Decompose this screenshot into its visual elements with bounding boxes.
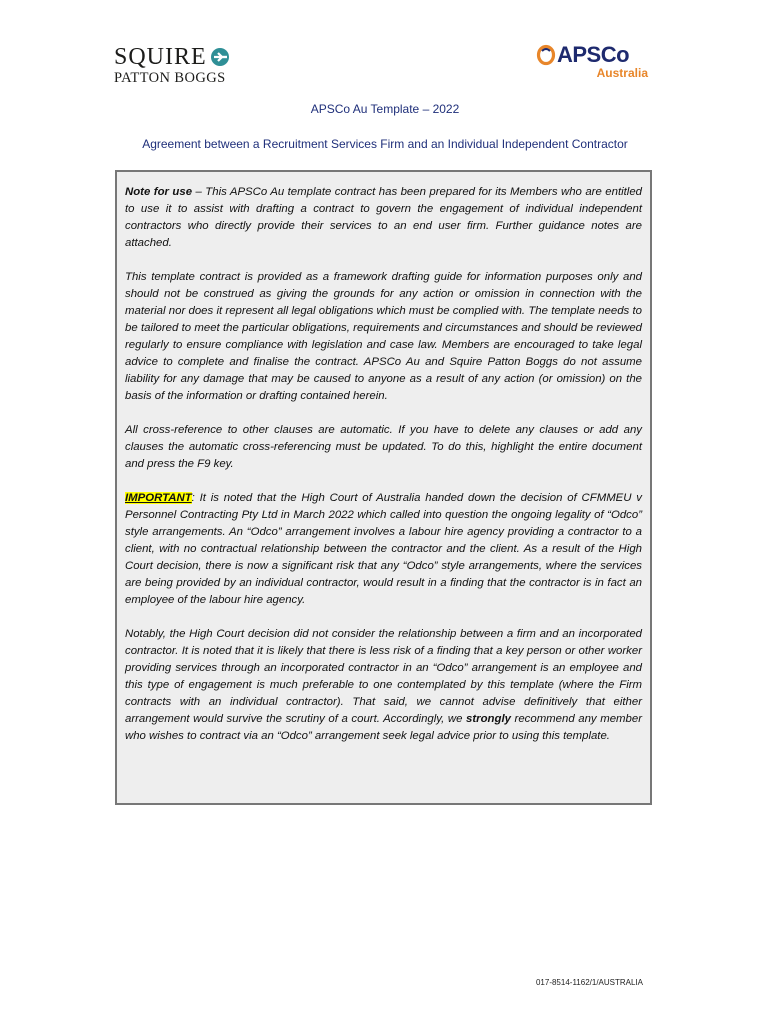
document-subtitle: Agreement between a Recruitment Services Firm and an Individual Independent Contractor xyxy=(142,137,628,151)
note-paragraph-4 xyxy=(125,490,642,609)
note-lead: Note for use xyxy=(125,186,193,198)
important-highlight: IMPORTANT xyxy=(125,492,192,504)
note-paragraph-1 xyxy=(125,184,642,252)
squire-logo-subline: PATTON BOGGS xyxy=(114,70,226,86)
note-for-use-box xyxy=(115,170,652,805)
strongly-emphasis: strongly xyxy=(466,713,511,725)
document-reference-number: 017-8514-1162/1/AUSTRALIA xyxy=(535,978,643,987)
squire-patton-boggs-logo xyxy=(114,45,230,87)
squire-circle-arrow-icon xyxy=(210,47,230,67)
note-paragraph-2: This template contract is provided as a framework drafting guide for information purposes only and should not be construed as giving the grounds for any action or omission in connection with the material nor does it represent all legal obligations which must be complied with. The template needs to be tailored to meet the particular obligations, requirements and circumstances and should be reviewed regularly to ensure compliance with legislation and case law. Members are encouraged to take legal advice to complete and finalise the contract. APSCo Au and Squire Patton Boggs do not assume liability for any damage that may be caused to anyone as a result of any action (or omission) on the basis of the information or drafting contained herein. xyxy=(125,271,642,402)
note-text-5b: recommend any member who wishes to contract via an “Odco” arrangement seek legal advice prior to using this template. xyxy=(125,713,642,742)
note-text-5a: Notably, the High Court decision did not consider the relationship between a firm and an incorporated contractor. It is noted that it is likely that there is less risk of a finding that a key person or other worker providing services through an incorporated contractor in an “Odco” arrangement is an employee and this type of engagement is much preferable to one contemplated by this template (where the Firm contracts with an individual contractor). That said, we cannot advise definitively that either arrangement would survive the scrutiny of a court. Accordingly, we xyxy=(125,628,642,725)
note-text-4: : It is noted that the High Court of Australia handed down the decision of CFMMEU v Personnel Contracting Pty Ltd in March 2022 which called into question the ongoing legality of “Odco” style arrangements. An “Odco” arrangement involves a labour hire agency providing a contractor to a client, with no contractual relationship between the contractor and the client. As a result of the High Court decision, there is now a significant risk that any “Odco” style arrangements, where the services are being provided by an individual contractor, would result in a finding that the contractor is in fact an employee of the labour hire agency. xyxy=(125,492,642,606)
apsco-australia-logo xyxy=(536,43,650,85)
squire-logo-word: SQUIRE xyxy=(114,44,207,70)
document-title: APSCo Au Template – 2022 xyxy=(310,102,460,116)
apsco-ring-icon xyxy=(536,44,556,66)
note-text-1: – This APSCo Au template contract has been prepared for its Members who are entitled to use it to assist with drafting a contract to govern the engagement of individual independent contractors who directly provide their services to an end user firm. Further guidance notes are attached. xyxy=(125,186,642,249)
apsco-logo-sub: Australia xyxy=(596,66,648,80)
apsco-logo-word: APSCo xyxy=(557,42,630,67)
note-paragraph-5 xyxy=(125,626,642,745)
note-paragraph-3: All cross-reference to other clauses are automatic. If you have to delete any clauses or add any clauses the automatic cross-referencing must be updated. To do this, highlight the entire document and press the F9 key. xyxy=(125,424,642,470)
